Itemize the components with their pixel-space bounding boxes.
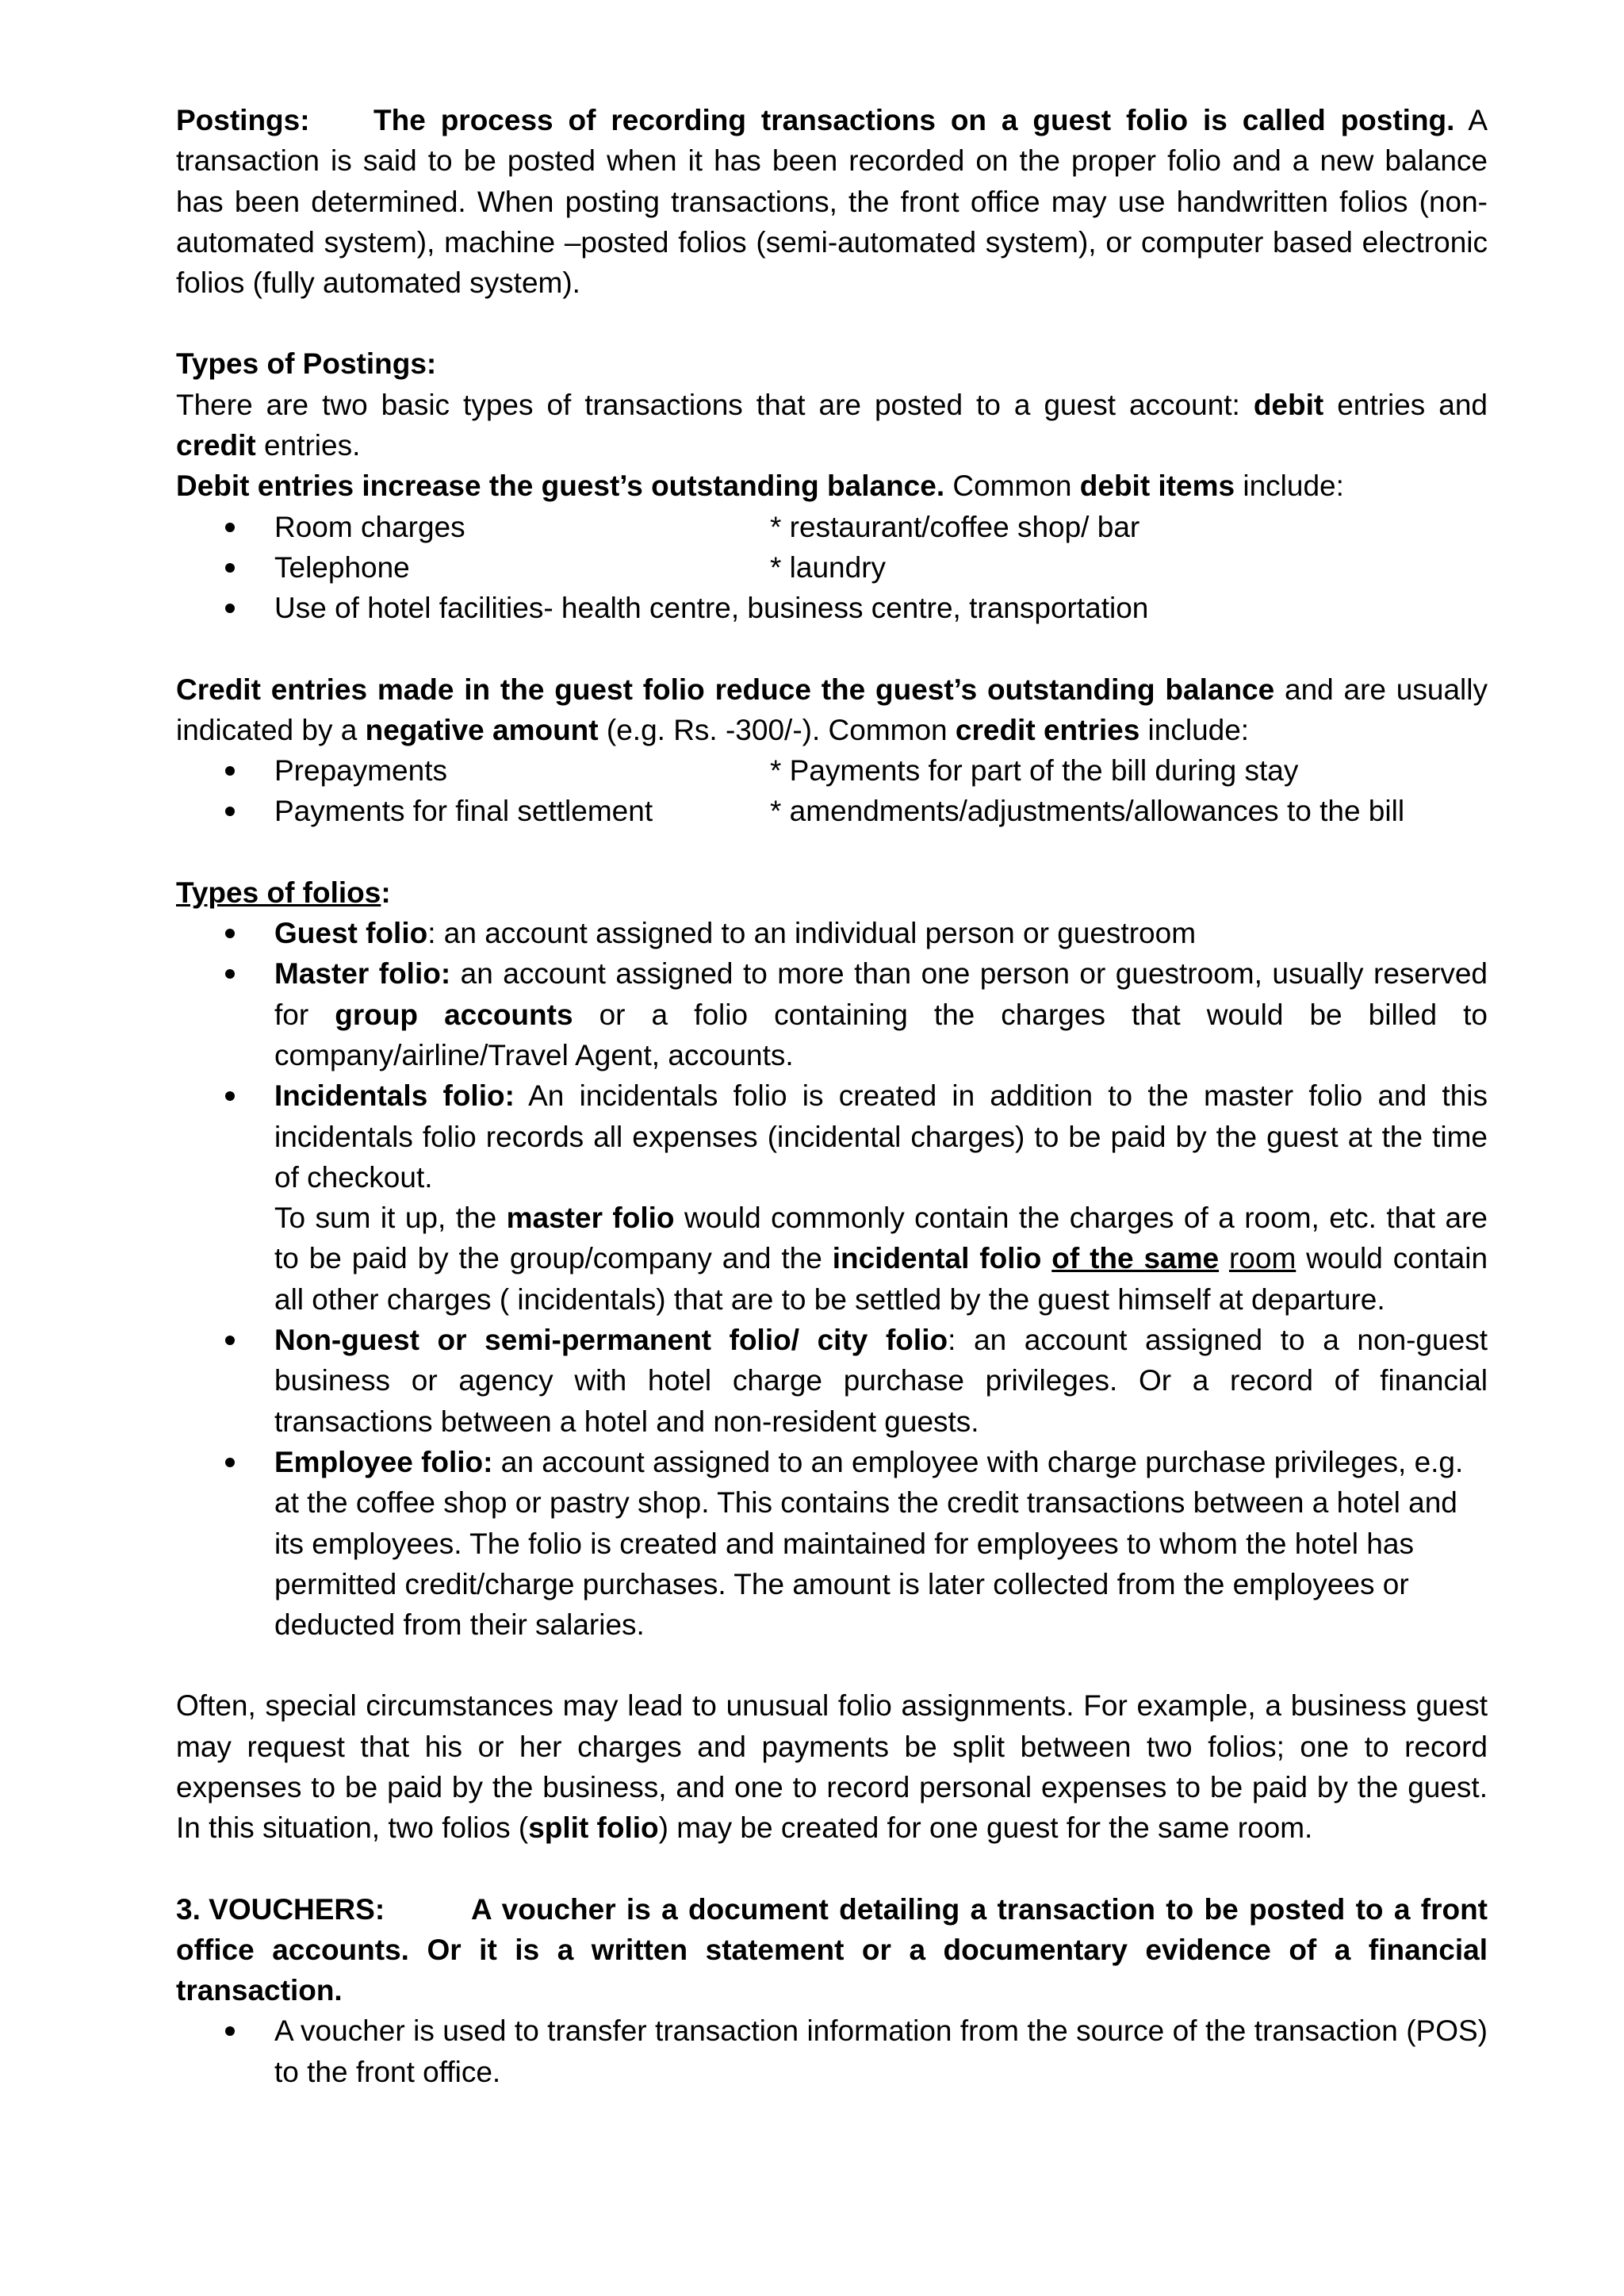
split-folio-paragraph: Often, special circumstances may lead to unusual folio assignments. For example, a business guest may request that his or her charges and payments be split between two folios; one to record expenses to be paid by the business, and one to record personal expenses to be paid by the guest. In this situation, two folios (split folio) may be created for one guest for the same room. <box>176 1689 1488 1845</box>
bullet-icon <box>225 969 235 979</box>
credit-items-list <box>176 750 1488 832</box>
document-page <box>176 100 1488 2092</box>
list-item: Room charges * restaurant/coffee shop/ bar <box>176 507 1488 547</box>
postings-label: Postings: <box>176 104 310 136</box>
list-item: Master folio: an account assigned to more than one person or guestroom, usually reserved for group accounts or a folio containing the charges that would be billed to company/airline/Travel Agent, accounts. <box>176 953 1488 1075</box>
list-item: Payments for final settlement * amendments/adjustments/allowances to the bill <box>176 791 1488 831</box>
vouchers-paragraph <box>176 1889 1488 2011</box>
bullet-icon <box>225 523 235 532</box>
list-item: Guest folio: an account assigned to an individual person or guestroom <box>176 913 1488 953</box>
bullet-icon <box>225 807 235 816</box>
bullet-icon <box>225 1458 235 1467</box>
types-of-postings-heading: Types of Postings: <box>176 347 437 381</box>
bullet-icon <box>225 563 235 573</box>
vouchers-list <box>176 2010 1488 2092</box>
postings-paragraph <box>176 100 1488 303</box>
list-item: Telephone * laundry <box>176 547 1488 588</box>
list-item: Prepayments * Payments for part of the bill during stay <box>176 750 1488 791</box>
bullet-icon <box>225 929 235 938</box>
types-of-folios-heading: Types of folios: <box>176 876 391 909</box>
vouchers-lead: A voucher is a document detailing a transaction to be posted to a front office accounts. Or it is a written statement or a documentary evidence of a financial transaction. <box>176 1892 1488 2007</box>
folios-list <box>176 913 1488 1645</box>
types-of-postings-intro: There are two basic types of transactions that are posted to a guest account: debit entries and credit entries. <box>176 388 1488 462</box>
debit-entries-line: Debit entries increase the guest’s outstanding balance. Common debit items include: <box>176 470 1344 503</box>
debit-items-list <box>176 507 1488 629</box>
vouchers-label: 3. VOUCHERS: <box>176 1892 385 1926</box>
bullet-icon <box>225 1091 235 1101</box>
list-item: Use of hotel facilities- health centre, business centre, transportation <box>176 588 1488 628</box>
bullet-icon <box>225 1336 235 1345</box>
sum-up-paragraph: To sum it up, the master folio would commonly contain the charges of a room, etc. that are to be paid by the group/company and the incidental folio of the same room would contain all other charges ( incidentals) that are to be settled by the guest himself at departure. <box>274 1202 1488 1316</box>
list-item: Non-guest or semi-permanent folio/ city folio: an account assigned to a non-guest business or agency with hotel charge purchase privileges. Or a record of financial transactions between a hotel and non-resident guests. <box>176 1320 1488 1442</box>
postings-lead: The process of recording transactions on a guest folio is called posting. <box>373 104 1455 136</box>
bullet-icon <box>225 766 235 776</box>
list-item: Incidentals folio: An incidentals folio is created in addition to the master folio and this incidentals folio records all expenses (incidental charges) to be paid by the guest at the time of checkout. To sum it up, the master folio would commonly contain the charges of a room, etc. that are to be paid by the group/company and the incidental folio of the same room would contain all other charges ( incidentals) that are to be settled by the guest himself at departure. <box>176 1075 1488 1320</box>
bullet-icon <box>225 2026 235 2036</box>
bullet-icon <box>225 604 235 613</box>
list-item: A voucher is used to transfer transaction information from the source of the transaction (POS) to the front office. <box>176 2010 1488 2092</box>
postings-body: A transaction is said to be posted when it has been recorded on the proper folio and a new balance has been determined. When posting transactions, the front office may use handwritten folios (non-automated system), machine –posted folios (semi-automated system), or computer based electronic folios (fully automated system). <box>176 104 1488 300</box>
credit-entries-paragraph: Credit entries made in the guest folio reduce the guest’s outstanding balance and are usually indicated by a negative amount (e.g. Rs. -300/-). Common credit entries include: <box>176 673 1488 746</box>
list-item: Employee folio: an account assigned to an employee with charge purchase privileges, e.g. at the coffee shop or pastry shop. This contains the credit transactions between a hotel and its employees. The folio is created and maintained for employees to whom the hotel has permitted credit/charge purchases. The amount is later collected from the employees or deducted from their salaries. <box>176 1442 1488 1645</box>
